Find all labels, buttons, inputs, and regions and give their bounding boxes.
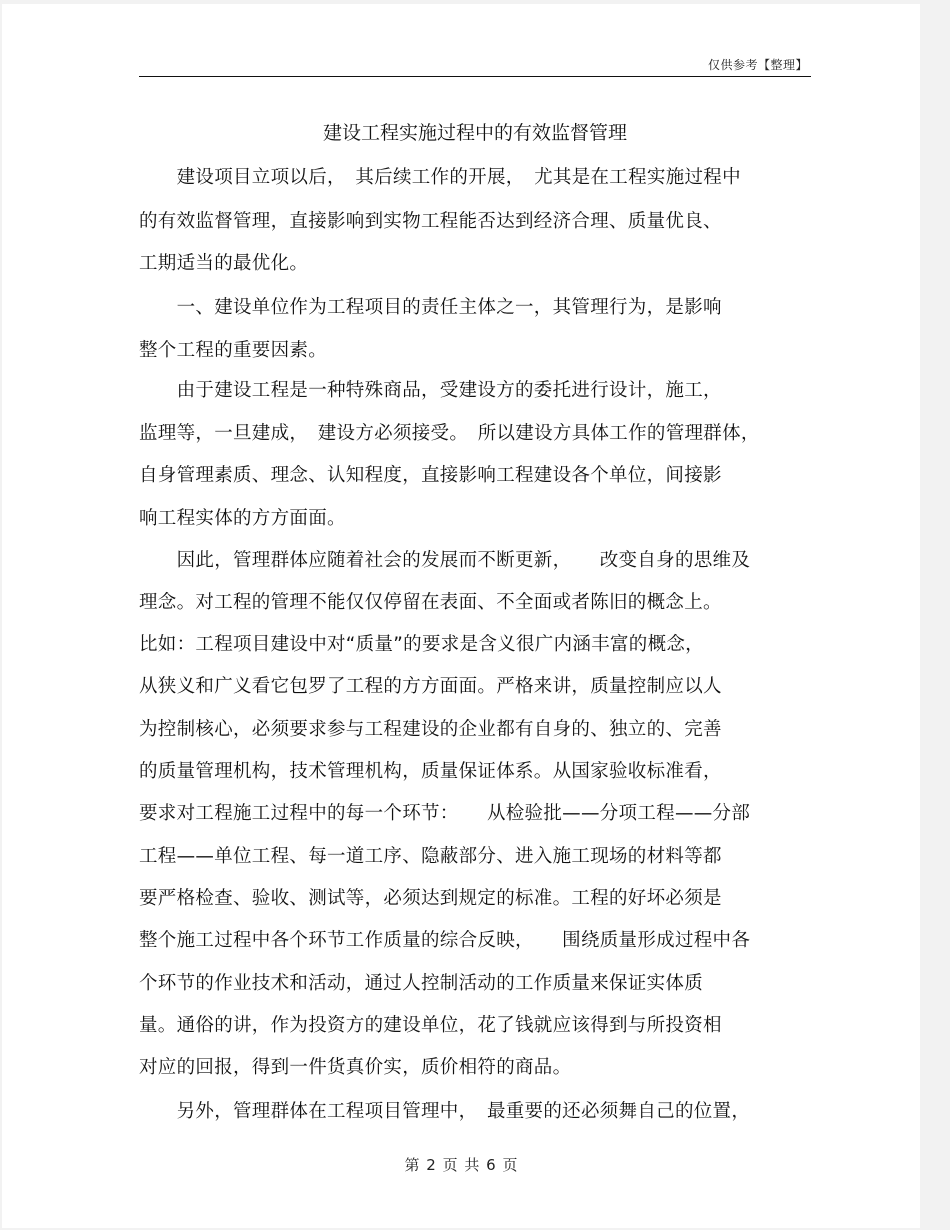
body-line: 因此，管理群体应随着社会的发展而不断更新， 改变自身的思维及 bbox=[139, 550, 751, 571]
body-line: 一、建设单位作为工程项目的责任主体之一，其管理行为，是影响 bbox=[139, 297, 722, 318]
body-line: 要求对工程施工过程中的每一个环节： 从检验批——分项工程——分部 bbox=[139, 803, 751, 824]
body-line: 为控制核心，必须要求参与工程建设的企业都有自身的、独立的、完善 bbox=[139, 719, 722, 740]
body-line: 量。通俗的讲，作为投资方的建设单位，花了钱就应该得到与所投资相 bbox=[139, 1015, 722, 1036]
body-line: 的质量管理机构，技术管理机构，质量保证体系。从国家验收标准看， bbox=[139, 761, 722, 782]
body-line: 比如：工程项目建设中对“质量”的要求是含义很广内涵丰富的概念， bbox=[139, 634, 704, 655]
body-line: 监理等，一旦建成， 建设方必须接受。 所以建设方具体工作的管理群体， bbox=[139, 423, 760, 444]
body-line: 的有效监督管理，直接影响到实物工程能否达到经济合理、质量优良、 bbox=[139, 211, 722, 232]
body-line: 由于建设工程是一种特殊商品，受建设方的委托进行设计，施工， bbox=[139, 380, 722, 401]
body-line: 自身管理素质、理念、认知程度，直接影响工程建设各个单位，间接影 bbox=[139, 465, 722, 486]
body-line: 对应的回报，得到一件货真价实，质价相符的商品。 bbox=[139, 1057, 572, 1078]
page-number: 第 2 页 共 6 页 bbox=[404, 1156, 518, 1174]
body-line: 建设项目立项以后， 其后续工作的开展， 尤其是在工程实施过程中 bbox=[139, 167, 741, 188]
header-divider bbox=[139, 76, 811, 77]
body-line: 另外，管理群体在工程项目管理中， 最重要的还必须舞自己的位置， bbox=[139, 1101, 751, 1122]
body-line: 响工程实体的方方面面。 bbox=[139, 508, 346, 529]
body-line: 工程——单位工程、每一道工序、隐蔽部分、进入施工现场的材料等都 bbox=[139, 846, 722, 867]
body-line: 要严格检查、验收、测试等，必须达到规定的标准。工程的好坏必须是 bbox=[139, 888, 722, 909]
body-line: 整个工程的重要因素。 bbox=[139, 340, 328, 361]
document-page bbox=[2, 4, 920, 1228]
document-title: 建设工程实施过程中的有效监督管理 bbox=[322, 122, 627, 144]
body-line: 个环节的作业技术和活动，通过人控制活动的工作质量来保证实体质 bbox=[139, 973, 704, 994]
body-line: 工期适当的最优化。 bbox=[139, 253, 309, 274]
header-note: 仅供参考【整理】 bbox=[707, 58, 808, 72]
body-line: 理念。对工程的管理不能仅仅停留在表面、不全面或者陈旧的概念上。 bbox=[139, 592, 722, 613]
body-line: 从狭义和广义看它包罗了工程的方方面面。严格来讲，质量控制应以人 bbox=[139, 676, 722, 697]
body-line: 整个施工过程中各个环节工作质量的综合反映， 围绕质量形成过程中各 bbox=[139, 930, 751, 951]
